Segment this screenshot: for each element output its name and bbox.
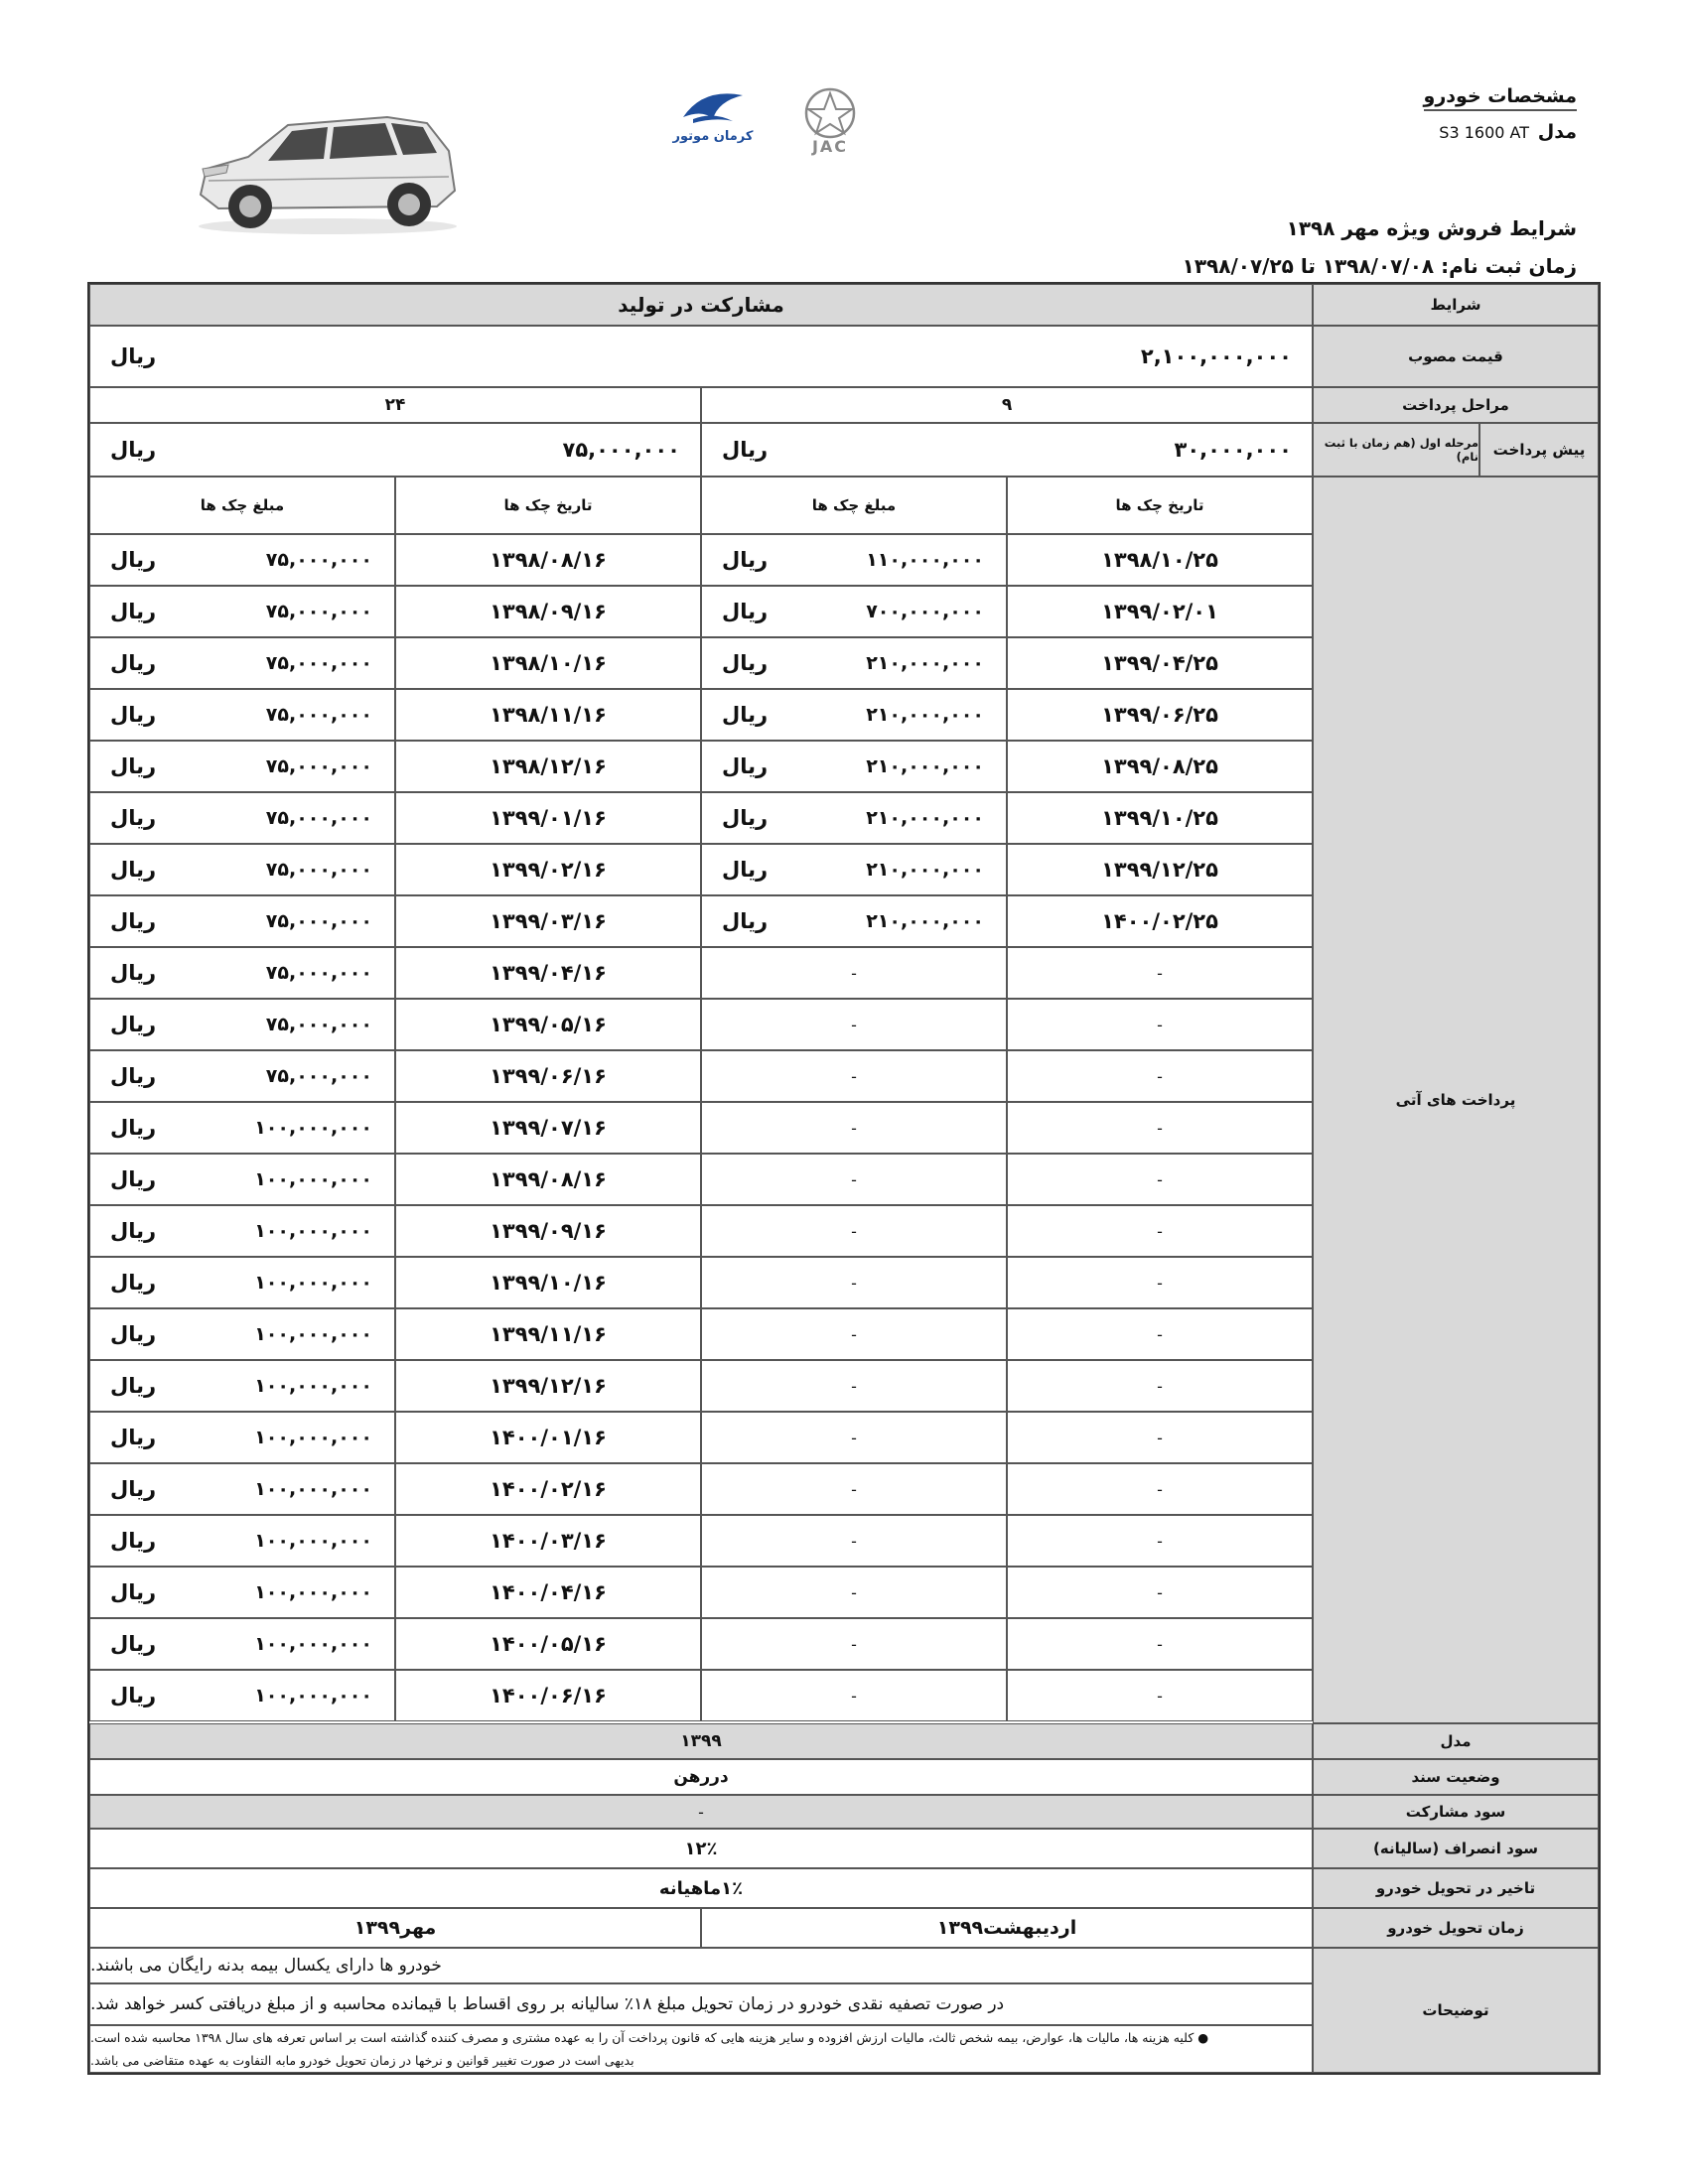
plan-b-check-date: ۱۳۹۸/۰۸/۱۶ — [395, 534, 701, 586]
plan-a-check-date: - — [1007, 1205, 1313, 1257]
plan-b-amount-rial: ریال — [110, 1219, 157, 1243]
plan-b-amount-value: ۷۵,۰۰۰,۰۰۰ — [265, 601, 372, 622]
sale-title: شرایط فروش ویژه مهر ۱۳۹۸ — [1286, 216, 1577, 240]
delay-label: تاخیر در تحویل خودرو — [1313, 1868, 1599, 1908]
plan-a-check-date: - — [1007, 1308, 1313, 1360]
plan-a-check-amount: - — [701, 947, 1007, 999]
plan-b-amount-rial: ریال — [110, 1064, 157, 1088]
plan-b-check-date: ۱۴۰۰/۰۲/۱۶ — [395, 1463, 701, 1515]
plan-b-check-date: ۱۳۹۹/۰۵/۱۶ — [395, 999, 701, 1050]
model-label: مدل — [1537, 121, 1577, 143]
plan-a-amount-rial: ریال — [722, 651, 769, 675]
plan-b-check-date: ۱۴۰۰/۰۶/۱۶ — [395, 1670, 701, 1721]
plan-a-check-amount: - — [701, 1567, 1007, 1618]
plan-b-check-amount — [89, 1567, 395, 1618]
plan-b-amount-rial: ریال — [110, 651, 157, 675]
plan-b-check-amount — [89, 999, 395, 1050]
sales-conditions-table — [87, 282, 1601, 2075]
cancel-profit-label: سود انصراف (سالیانه) — [1313, 1829, 1599, 1868]
plan-a-amount-rial: ریال — [722, 909, 769, 933]
plan-a-amount-value: ۲۱۰,۰۰۰,۰۰۰ — [866, 704, 984, 726]
plan-a-check-date: - — [1007, 1463, 1313, 1515]
plan-a-check-amount — [701, 689, 1007, 741]
plan-a-check-date: - — [1007, 1154, 1313, 1205]
plan-b-amount-value: ۷۵,۰۰۰,۰۰۰ — [265, 859, 372, 881]
plan-a-date-header: تاریخ چک ها — [1007, 477, 1313, 534]
plan-b-check-date: ۱۳۹۹/۱۲/۱۶ — [395, 1360, 701, 1412]
plan-b-amount-value: ۷۵,۰۰۰,۰۰۰ — [265, 910, 372, 932]
plan-b-check-amount — [89, 1308, 395, 1360]
plan-b-check-amount — [89, 1050, 395, 1102]
plan-a-check-amount: - — [701, 1205, 1007, 1257]
plan-b-date-header: تاریخ چک ها — [395, 477, 701, 534]
plan-a-check-date: ۱۳۹۹/۰۴/۲۵ — [1007, 637, 1313, 689]
plan-b-amount-rial: ریال — [110, 961, 157, 985]
plan-a-check-date: ۱۳۹۹/۰۸/۲۵ — [1007, 741, 1313, 792]
model-value: S3 1600 AT — [1439, 123, 1529, 142]
plan-a-prepay-rial: ریال — [722, 438, 769, 462]
plan-a-check-amount: - — [701, 999, 1007, 1050]
plan-b-prepay-rial: ریال — [110, 438, 157, 462]
plan-b-check-amount — [89, 586, 395, 637]
plan-b-check-date: ۱۳۹۹/۱۱/۱۶ — [395, 1308, 701, 1360]
plan-a-check-amount: - — [701, 1154, 1007, 1205]
plan-b-check-date: ۱۳۹۹/۰۱/۱۶ — [395, 792, 701, 844]
plan-b-amount-rial: ریال — [110, 1271, 157, 1295]
plan-b-amount-value: ۱۰۰,۰۰۰,۰۰۰ — [254, 1581, 372, 1603]
note-3: ● کلیه هزینه ها، مالیات ها، عوارض، بیمه شخص ثالث، مالیات ارزش افزوده و سایر هزینه هایی که قانون پرداخت آن را به عهده مشتری و مصرف کننده گذاشته است بر اساس تعرفه های سال ۱۳۹۸ محاسبه شده است. — [89, 2025, 1313, 2049]
notes-label: توضیحات — [1313, 1948, 1599, 2073]
plan-b-amount-value: ۷۵,۰۰۰,۰۰۰ — [265, 1014, 372, 1035]
plan-b-amount-value: ۷۵,۰۰۰,۰۰۰ — [265, 962, 372, 984]
plan-b-prepay-cell — [89, 423, 701, 477]
price-label: قیمت مصوب — [1313, 326, 1599, 387]
plan-a-check-amount: - — [701, 1102, 1007, 1154]
model-year-value: ۱۳۹۹ — [89, 1723, 1313, 1759]
plan-b-amount-value: ۱۰۰,۰۰۰,۰۰۰ — [254, 1633, 372, 1655]
plan-a-check-amount: - — [701, 1360, 1007, 1412]
note-2: در صورت تصفیه نقدی خودرو در زمان تحویل مبلغ ۱۸٪ سالیانه بر روی اقساط با قیمانده محاسبه و از مبلغ دریافتی کسر خواهد شد. — [89, 1983, 1313, 2025]
plan-a-amount-value: ۱۱۰,۰۰۰,۰۰۰ — [866, 549, 984, 571]
plan-b-amount-rial: ریال — [110, 1013, 157, 1036]
plan-b-prepay: ۷۵,۰۰۰,۰۰۰ — [562, 438, 680, 462]
plan-b-amount-header: مبلغ چک ها — [89, 477, 395, 534]
plan-a-check-amount: - — [701, 1050, 1007, 1102]
plan-b-check-date: ۱۳۹۸/۱۲/۱۶ — [395, 741, 701, 792]
plan-a-check-amount — [701, 741, 1007, 792]
plan-b-amount-value: ۱۰۰,۰۰۰,۰۰۰ — [254, 1168, 372, 1190]
plan-a-check-date: ۱۳۹۹/۰۲/۰۱ — [1007, 586, 1313, 637]
plan-b-amount-value: ۱۰۰,۰۰۰,۰۰۰ — [254, 1375, 372, 1397]
plan-a-prepay-cell — [701, 423, 1313, 477]
plan-b-check-amount — [89, 1670, 395, 1721]
conditions-label: شرایط — [1313, 284, 1599, 326]
plan-a-check-date: - — [1007, 1670, 1313, 1721]
plan-b-amount-rial: ریال — [110, 703, 157, 727]
plan-b-amount-rial: ریال — [110, 1632, 157, 1656]
plan-b-check-amount — [89, 1463, 395, 1515]
plan-b-amount-rial: ریال — [110, 1684, 157, 1707]
plan-a-amount-header: مبلغ چک ها — [701, 477, 1007, 534]
plan-a-amount-value: ۲۱۰,۰۰۰,۰۰۰ — [866, 859, 984, 881]
doc-status-label: وضعیت سند — [1313, 1759, 1599, 1795]
plan-b-check-amount — [89, 895, 395, 947]
plan-b-check-date: ۱۳۹۹/۰۳/۱۶ — [395, 895, 701, 947]
plan-a-check-date: - — [1007, 1050, 1313, 1102]
jac-logo-text: JAC — [811, 137, 849, 156]
partnership-profit-value: - — [89, 1795, 1313, 1829]
plan-b-check-amount — [89, 1515, 395, 1567]
plan-b-check-date: ۱۳۹۹/۰۸/۱۶ — [395, 1154, 701, 1205]
stages-label: مراحل پرداخت — [1313, 387, 1599, 423]
plan-b-check-amount — [89, 947, 395, 999]
note-4: بدیهی است در صورت تغییر قوانین و نرخها در زمان تحویل خودرو مابه التفاوت به عهده متقاضی می باشد. — [89, 2049, 1313, 2073]
plan-b-check-date: ۱۳۹۹/۰۷/۱۶ — [395, 1102, 701, 1154]
plan-a-amount-rial: ریال — [722, 754, 769, 778]
plan-b-amount-rial: ریال — [110, 909, 157, 933]
plan-b-amount-rial: ریال — [110, 1426, 157, 1449]
plan-b-amount-rial: ریال — [110, 858, 157, 882]
plan-a-check-amount — [701, 895, 1007, 947]
plan-b-amount-rial: ریال — [110, 1374, 157, 1398]
plan-b-check-date: ۱۳۹۸/۱۱/۱۶ — [395, 689, 701, 741]
plan-b-check-amount — [89, 1257, 395, 1308]
plan-a-check-date: - — [1007, 999, 1313, 1050]
plan-a-check-date: ۱۳۹۹/۰۶/۲۵ — [1007, 689, 1313, 741]
plan-b-check-amount — [89, 844, 395, 895]
plan-a-check-date: - — [1007, 1412, 1313, 1463]
plan-b-amount-value: ۱۰۰,۰۰۰,۰۰۰ — [254, 1427, 372, 1448]
plan-a-check-date: - — [1007, 1102, 1313, 1154]
plan-a-check-date: - — [1007, 1257, 1313, 1308]
plan-a-amount-value: ۲۱۰,۰۰۰,۰۰۰ — [866, 910, 984, 932]
delay-value: ۱٪ماهیانه — [89, 1868, 1313, 1908]
plan-b-check-amount — [89, 1154, 395, 1205]
plan-a-amount-rial: ریال — [722, 703, 769, 727]
plan-b-amount-rial: ریال — [110, 548, 157, 572]
plan-b-amount-value: ۷۵,۰۰۰,۰۰۰ — [265, 549, 372, 571]
plan-title: مشارکت در تولید — [89, 284, 1313, 326]
plan-a-check-date: - — [1007, 1567, 1313, 1618]
plan-a-amount-value: ۲۱۰,۰۰۰,۰۰۰ — [866, 807, 984, 829]
plan-b-check-amount — [89, 1102, 395, 1154]
plan-b-check-amount — [89, 1412, 395, 1463]
price-cell — [89, 326, 1313, 387]
partnership-profit-label: سود مشارکت — [1313, 1795, 1599, 1829]
plan-b-amount-rial: ریال — [110, 1167, 157, 1191]
plan-b-amount-value: ۱۰۰,۰۰۰,۰۰۰ — [254, 1685, 372, 1706]
plan-b-amount-rial: ریال — [110, 806, 157, 830]
plan-b-check-date: ۱۳۹۹/۰۹/۱۶ — [395, 1205, 701, 1257]
plan-b-check-amount — [89, 741, 395, 792]
delivery-plan-a: اردیبهشت۱۳۹۹ — [701, 1908, 1313, 1948]
plan-b-amount-rial: ریال — [110, 1580, 157, 1604]
plan-a-check-amount: - — [701, 1618, 1007, 1670]
plan-a-check-amount — [701, 534, 1007, 586]
note-1: خودرو ها دارای یکسال بیمه بدنه رایگان می باشند. — [89, 1948, 1313, 1983]
prepay-label: پیش پرداخت — [1479, 423, 1599, 477]
plan-b-amount-value: ۱۰۰,۰۰۰,۰۰۰ — [254, 1117, 372, 1139]
plan-a-check-amount: - — [701, 1670, 1007, 1721]
plan-b-check-date: ۱۴۰۰/۰۱/۱۶ — [395, 1412, 701, 1463]
plan-a-check-date: - — [1007, 947, 1313, 999]
plan-b-check-date: ۱۳۹۹/۰۶/۱۶ — [395, 1050, 701, 1102]
plan-b-check-amount — [89, 637, 395, 689]
plan-b-amount-rial: ریال — [110, 754, 157, 778]
plan-b-check-date: ۱۳۹۹/۰۲/۱۶ — [395, 844, 701, 895]
plan-b-amount-rial: ریال — [110, 600, 157, 623]
kerman-logo-text: کرمان موتور — [672, 129, 754, 144]
jac-logo — [780, 87, 880, 157]
plan-b-amount-value: ۷۵,۰۰۰,۰۰۰ — [265, 704, 372, 726]
plan-a-check-date: - — [1007, 1515, 1313, 1567]
plan-a-check-amount — [701, 637, 1007, 689]
plan-a-amount-rial: ریال — [722, 548, 769, 572]
plan-a-check-date: - — [1007, 1360, 1313, 1412]
plan-a-check-amount — [701, 586, 1007, 637]
plan-b-amount-value: ۱۰۰,۰۰۰,۰۰۰ — [254, 1323, 372, 1345]
future-payments-label: پرداخت های آتی — [1313, 477, 1599, 1723]
prepay-sublabel: مرحله اول (هم زمان با ثبت نام) — [1313, 423, 1479, 477]
model-year-label: مدل — [1313, 1723, 1599, 1759]
plan-a-prepay: ۳۰,۰۰۰,۰۰۰ — [1174, 438, 1292, 462]
price-rial: ریال — [110, 344, 157, 368]
plan-b-check-amount — [89, 534, 395, 586]
plan-a-check-amount: - — [701, 1308, 1007, 1360]
doc-status-value: دررهن — [89, 1759, 1313, 1795]
plan-b-amount-value: ۷۵,۰۰۰,۰۰۰ — [265, 755, 372, 777]
plan-b-check-amount — [89, 792, 395, 844]
plan-b-amount-rial: ریال — [110, 1322, 157, 1346]
plan-a-check-amount: - — [701, 1412, 1007, 1463]
plan-b-amount-rial: ریال — [110, 1116, 157, 1140]
plan-a-amount-rial: ریال — [722, 600, 769, 623]
plan-b-amount-value: ۱۰۰,۰۰۰,۰۰۰ — [254, 1220, 372, 1242]
plan-a-check-date: ۱۴۰۰/۰۲/۲۵ — [1007, 895, 1313, 947]
plan-a-check-date: ۱۳۹۹/۱۲/۲۵ — [1007, 844, 1313, 895]
plan-b-stages: ۲۴ — [89, 387, 701, 423]
plan-b-check-amount — [89, 1205, 395, 1257]
plan-b-amount-value: ۱۰۰,۰۰۰,۰۰۰ — [254, 1478, 372, 1500]
plan-a-amount-value: ۲۱۰,۰۰۰,۰۰۰ — [866, 755, 984, 777]
plan-a-check-amount — [701, 792, 1007, 844]
plan-b-check-date: ۱۳۹۸/۱۰/۱۶ — [395, 637, 701, 689]
plan-a-check-amount: - — [701, 1463, 1007, 1515]
delivery-label: زمان تحویل خودرو — [1313, 1908, 1599, 1948]
plan-b-amount-value: ۱۰۰,۰۰۰,۰۰۰ — [254, 1530, 372, 1552]
plan-b-check-date: ۱۴۰۰/۰۴/۱۶ — [395, 1567, 701, 1618]
plan-b-check-date: ۱۴۰۰/۰۳/۱۶ — [395, 1515, 701, 1567]
plan-a-check-amount: - — [701, 1257, 1007, 1308]
delivery-plan-b: مهر۱۳۹۹ — [89, 1908, 701, 1948]
plan-a-amount-value: ۷۰۰,۰۰۰,۰۰۰ — [866, 601, 984, 622]
plan-b-amount-value: ۷۵,۰۰۰,۰۰۰ — [265, 652, 372, 674]
plan-a-check-date: - — [1007, 1618, 1313, 1670]
plan-b-check-amount — [89, 1360, 395, 1412]
plan-b-amount-value: ۷۵,۰۰۰,۰۰۰ — [265, 1065, 372, 1087]
plan-a-check-date: ۱۳۹۸/۱۰/۲۵ — [1007, 534, 1313, 586]
plan-a-check-amount — [701, 844, 1007, 895]
cancel-profit-value: ۱۲٪ — [89, 1829, 1313, 1868]
plan-b-check-date: ۱۳۹۸/۰۹/۱۶ — [395, 586, 701, 637]
car-image — [189, 99, 467, 238]
plan-a-amount-value: ۲۱۰,۰۰۰,۰۰۰ — [866, 652, 984, 674]
plan-b-check-amount — [89, 689, 395, 741]
plan-a-amount-rial: ریال — [722, 858, 769, 882]
plan-b-amount-rial: ریال — [110, 1477, 157, 1501]
plan-b-check-amount — [89, 1618, 395, 1670]
kerman-motor-logo — [663, 87, 763, 157]
price-value: ۲,۱۰۰,۰۰۰,۰۰۰ — [1140, 344, 1292, 368]
plan-b-check-date: ۱۳۹۹/۰۴/۱۶ — [395, 947, 701, 999]
plan-a-check-amount: - — [701, 1515, 1007, 1567]
plan-b-amount-value: ۱۰۰,۰۰۰,۰۰۰ — [254, 1272, 372, 1294]
plan-b-amount-rial: ریال — [110, 1529, 157, 1553]
plan-b-amount-value: ۷۵,۰۰۰,۰۰۰ — [265, 807, 372, 829]
plan-b-check-date: ۱۳۹۹/۱۰/۱۶ — [395, 1257, 701, 1308]
registration-period: زمان ثبت نام: ۱۳۹۸/۰۷/۰۸ تا ۱۳۹۸/۰۷/۲۵ — [1182, 254, 1577, 278]
plan-a-check-date: ۱۳۹۹/۱۰/۲۵ — [1007, 792, 1313, 844]
plan-a-amount-rial: ریال — [722, 806, 769, 830]
plan-b-check-date: ۱۴۰۰/۰۵/۱۶ — [395, 1618, 701, 1670]
plan-a-stages: ۹ — [701, 387, 1313, 423]
spec-title: مشخصات خودرو — [1424, 85, 1577, 111]
